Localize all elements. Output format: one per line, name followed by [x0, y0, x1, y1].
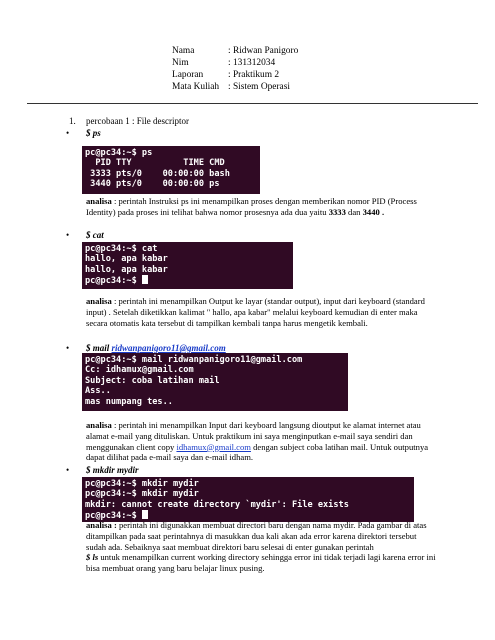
analysis-text: untuk menampilkan current working directory sehingga error ini tidak terjadi lagi karena error ini bisa membuat orang yang baru belajar linux pusing. [86, 552, 436, 574]
email-link[interactable]: idhamux@gmail.com [176, 441, 251, 452]
analysis-text: perintah ini digunakkan membuat directori baru dengan nama mydir. Pada gambar di atas ditampilkan pada saat perintahnya di masukkan dua kali akan ada error karena direktori tersebut sudah ada. Sebaiknya saat membuat direktori baru selesai di enter gunakan perintah [86, 520, 427, 552]
mail-command-heading [86, 343, 226, 353]
header-key: Mata Kuliah [172, 82, 220, 92]
header-value: : Praktikum 2 [228, 70, 280, 80]
pid-value: 3440 . [362, 206, 385, 217]
ls-command-label: $ ls [86, 552, 99, 563]
terminal-line: mas numpang tes.. [85, 396, 173, 407]
terminal-line: Cc: idhamux@gmail.com [85, 365, 194, 376]
bullet: • [66, 128, 70, 138]
mail-analysis [86, 420, 438, 463]
header-row-laporan [172, 70, 279, 81]
cat-command-heading: $ cat [86, 230, 104, 240]
ps-analysis [86, 196, 438, 218]
cat-terminal-screenshot [82, 242, 293, 289]
header-divider [27, 103, 478, 104]
analysis-label: analisa : [86, 520, 117, 530]
header-row-nim [172, 58, 275, 69]
mkdir-analysis [86, 520, 438, 574]
terminal-line: 3333 pts/0 00:00:00 bash [85, 168, 230, 179]
header-key: Nama [172, 46, 195, 56]
analysis-text: dengan subject coba latihan mail. Untuk outputnya dapat dilihat pada e-mail saya dan e-mail idham. [86, 441, 429, 463]
analysis-text: : perintah ini menampilkan Input dari keyboard langsung dioutput ke alamat internet atau alamat e-mail yang dituliskan. Untuk praktikum ini saya menginputkan e-mail saya sendiri dan menggunakan client copy [86, 420, 421, 452]
terminal-prompt: pc@pc34:~$ [85, 511, 142, 522]
mail-terminal-screenshot [82, 353, 348, 411]
pid-value: 3333 [328, 206, 346, 217]
section-title: percobaan 1 : File descriptor [86, 116, 189, 126]
terminal-line: hallo, apa kabar [85, 264, 168, 275]
bullet: • [66, 343, 70, 353]
bullet: • [66, 465, 70, 475]
terminal-line: pc@pc34:~$ mkdir mydir [85, 479, 199, 489]
header-value: : Sistem Operasi [228, 82, 290, 92]
terminal-prompt: pc@pc34:~$ [85, 276, 142, 287]
terminal-line [85, 275, 290, 286]
ps-command-heading: $ ps [86, 128, 101, 138]
bullet: • [66, 230, 70, 240]
header-row-mata-kuliah [172, 82, 290, 93]
analysis-label: analisa [86, 196, 112, 206]
cat-analysis [86, 296, 438, 328]
header-row-nama [172, 46, 298, 57]
terminal-line: pc@pc34:~$ ps [85, 148, 153, 158]
analysis-text: : perintah Instruksi ps ini menampilkan proses dengan memberikan nomor PID (Process Identity) pada proses ini telihat bahwa nomor prosesnya ada dua yaitu [86, 196, 417, 217]
command-text: $ mail [86, 343, 112, 353]
section-number: 1. [69, 116, 76, 126]
header-key: Nim [172, 58, 189, 68]
analysis-text: dan [345, 206, 363, 217]
header-value: : Ridwan Panigoro [228, 46, 299, 56]
analysis-text: : perintah ini menampilkan Output ke layar (standar output), input dari keyboard (standard input) . Setelah diketikkan kalimat " hallo, apa kabar" melalui keyboard kemudian di enter maka secara otomatis kata tersebut di tampilkan kembali tanpa harus mengetik kembali. [86, 296, 425, 328]
terminal-line: pc@pc34:~$ mkdir mydir [85, 489, 199, 500]
terminal-line: PID TTY TIME CMD [85, 158, 225, 169]
analysis-label: analisa [86, 296, 112, 306]
header-value: : 131312034 [228, 58, 276, 68]
terminal-line: Subject: coba latihan mail [85, 375, 220, 386]
terminal-line: 3440 pts/0 00:00:00 ps [85, 179, 220, 190]
terminal-line: mkdir: cannot create directory `mydir': File exists [85, 499, 349, 510]
mkdir-terminal-screenshot [82, 477, 414, 522]
analysis-label: analisa [86, 420, 112, 430]
mkdir-command-heading: $ mkdir mydir [86, 465, 139, 475]
header-key: Laporan [172, 70, 204, 80]
ps-terminal-screenshot [82, 146, 260, 194]
terminal-line: Ass.. [85, 386, 111, 397]
terminal-line: pc@pc34:~$ mail ridwanpanigoro11@gmail.com [85, 355, 303, 365]
terminal-line: hallo, apa kabar [85, 254, 168, 265]
terminal-line: pc@pc34:~$ cat [85, 244, 158, 254]
cursor-icon [142, 275, 148, 284]
cursor-icon [142, 510, 148, 519]
mail-address-link[interactable]: ridwanpanigoro11@gmail.com [111, 343, 226, 353]
